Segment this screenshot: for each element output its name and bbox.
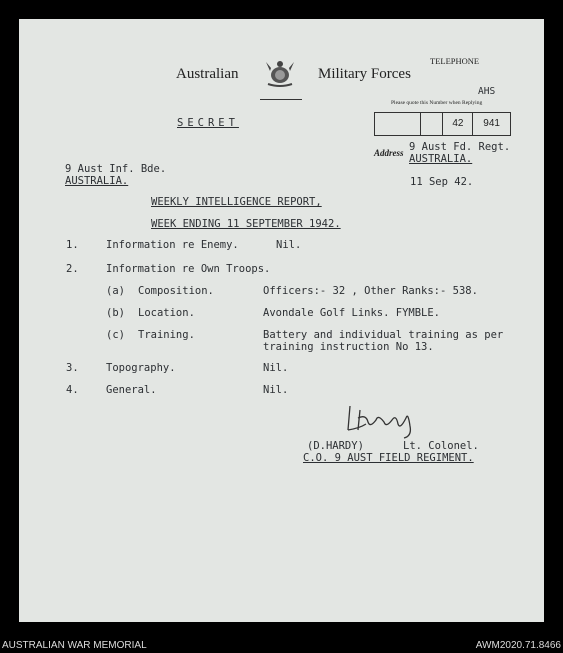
date: 11 Sep 42. <box>410 176 474 188</box>
letterhead-right: Military Forces <box>318 66 411 82</box>
item-label: Topography. <box>106 362 176 374</box>
item-label: Information re Enemy. <box>106 239 239 251</box>
item-value: Nil. <box>263 384 289 396</box>
subitem-value-continued: training instruction No 13. <box>263 341 434 353</box>
ref-box <box>375 113 421 135</box>
ref-box <box>421 113 444 135</box>
item-number: 4. <box>66 384 79 396</box>
address-line2: AUSTRALIA. <box>409 153 473 165</box>
footer-credit: AUSTRALIAN WAR MEMORIAL <box>2 640 147 651</box>
address-label: Address <box>374 148 404 158</box>
subitem-value: Officers:- 32 , Other Ranks:- 538. <box>263 285 478 297</box>
item-number: 1. <box>66 239 79 251</box>
signatory-name: (D.HARDY) <box>307 440 364 452</box>
subitem-number: (c) <box>106 329 125 341</box>
classification: SECRET <box>177 117 239 129</box>
recipient-line1: 9 Aust Inf. Bde. <box>65 163 167 175</box>
item-number: 2. <box>66 263 79 275</box>
handwritten-signature <box>340 400 430 440</box>
quote-note: Please quote this Number when Replying <box>391 100 483 106</box>
recipient-line2: AUSTRALIA. <box>65 175 129 187</box>
subitem-value: Avondale Golf Links. FYMBLE. <box>263 307 441 319</box>
telephone-label: TELEPHONE <box>430 56 480 66</box>
signatory-position: C.O. 9 AUST FIELD REGIMENT. <box>303 452 474 464</box>
signatory-rank: Lt. Colonel. <box>403 440 479 452</box>
address-line1: 9 Aust Fd. Regt. <box>409 141 511 153</box>
letterhead-rule <box>260 99 302 100</box>
item-value: Nil. <box>263 362 289 374</box>
coat-of-arms-icon <box>262 58 298 88</box>
subitem-label: Training. <box>138 329 195 341</box>
footer-accession-number: AWM2020.71.8466 <box>475 640 561 651</box>
letterhead-left: Australian <box>176 66 239 82</box>
ref-box: 42 <box>443 113 473 135</box>
subitem-number: (b) <box>106 307 125 319</box>
subitem-label: Composition. <box>138 285 214 297</box>
item-label: Information re Own Troops. <box>106 263 271 275</box>
document-page <box>19 19 544 622</box>
item-number: 3. <box>66 362 79 374</box>
item-label: General. <box>106 384 157 396</box>
subitem-number: (a) <box>106 285 125 297</box>
subitem-value: Battery and individual training as per <box>263 329 504 341</box>
reference-boxes <box>374 112 511 136</box>
telephone-value: AHS <box>478 86 496 97</box>
ref-box: 941 <box>483 118 500 129</box>
report-subtitle: WEEK ENDING 11 SEPTEMBER 1942. <box>151 218 341 230</box>
report-title: WEEKLY INTELLIGENCE REPORT, <box>151 196 322 208</box>
item-value: Nil. <box>276 239 302 251</box>
subitem-label: Location. <box>138 307 195 319</box>
